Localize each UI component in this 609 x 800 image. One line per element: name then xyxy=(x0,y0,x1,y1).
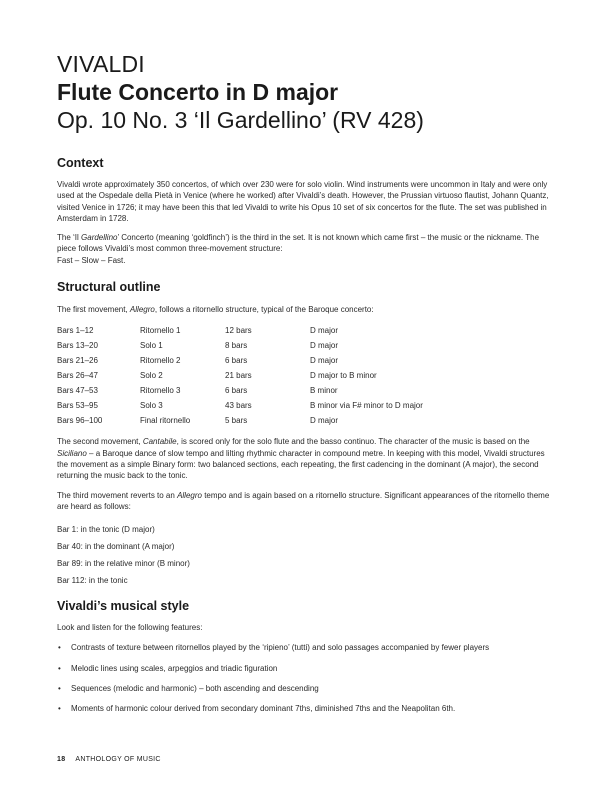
book-title: ANTHOLOGY OF MUSIC xyxy=(75,756,161,763)
page-content xyxy=(57,50,557,724)
list-item: • Moments of harmonic colour derived from secondary dominant 7ths, diminished 7ths and the Neapolitan 6th. xyxy=(58,704,456,714)
ritornello-appearances-list xyxy=(57,521,557,589)
third-movement-paragraph: The third movement reverts to an Allegro tempo and is again based on a ritornello structure. Significant appearances of the ritornello theme are heard as follows: xyxy=(57,490,550,511)
table-row: Bars 53–95 Solo 3 43 bars B minor via F# minor to D major xyxy=(57,401,423,411)
list-item: • Contrasts of texture between ritornellos played by the ‘ripieno’ (tutti) and solo passages accompanied by fewer players xyxy=(58,643,490,653)
list-item: Bar 89: in the relative minor (B minor) xyxy=(57,559,190,569)
structural-outline-heading: Structural outline xyxy=(57,280,161,295)
bullet-icon: • xyxy=(58,684,61,694)
ritornello-table xyxy=(57,323,510,428)
bullet-icon: • xyxy=(58,643,61,653)
table-row: Bars 47–53 Ritornello 3 6 bars B minor xyxy=(57,386,338,396)
table-row: Bars 21–26 Ritornello 2 6 bars D major xyxy=(57,356,339,366)
list-item: • Sequences (melodic and harmonic) – both ascending and descending xyxy=(58,684,319,694)
table-row: Bars 13–20 Solo 1 8 bars D major xyxy=(57,341,339,351)
page-number: 18 xyxy=(57,756,66,763)
table-row: Bars 26–47 Solo 2 21 bars D major to B minor xyxy=(57,371,377,381)
second-movement-paragraph: The second movement, Cantabile, is scored only for the solo flute and the basso continuo. The character of the music is based on the Siciliano – a Baroque dance of slow tempo and lilting rhythmic character in compound metre. In keeping with this model, Vivaldi structures the movement as a simple Binary form: two balanced sections, each repeating, the first cadencing in the dominant (A major), the second returning the music back to the tonic. xyxy=(57,437,545,481)
context-paragraph-2: The ‘Il Gardellino’ Concerto (meaning ‘goldfinch’) is the third in the set. It is not known which came first – the music or the nickname. The piece follows Vivaldi’s most common three-movement structure: Fast – Slow – Fast. xyxy=(57,233,540,265)
bullet-icon: • xyxy=(58,704,61,714)
page-footer xyxy=(57,756,161,763)
work-title: Flute Concerto in D major xyxy=(57,79,339,105)
features-list xyxy=(57,642,557,714)
outline-intro: The first movement, Allegro, follows a ritornello structure, typical of the Baroque concerto: xyxy=(57,305,374,315)
bullet-icon: • xyxy=(58,663,61,673)
list-item: Bar 1: in the tonic (D major) xyxy=(57,525,155,535)
table-row: Bars 96–100 Final ritornello 5 bars D major xyxy=(57,416,339,426)
work-subtitle: Op. 10 No. 3 ‘Il Gardellino’ (RV 428) xyxy=(57,107,424,133)
context-heading: Context xyxy=(57,156,104,170)
musical-style-heading: Vivaldi’s musical style xyxy=(57,599,190,614)
list-item: • Melodic lines using scales, arpeggios and triadic figuration xyxy=(58,663,278,673)
list-item: Bar 112: in the tonic xyxy=(57,576,128,586)
context-paragraph-1: Vivaldi wrote approximately 350 concertos, of which over 230 were for solo violin. Wind instruments were uncommon in Italy and were only used at the Ospedale della Pietà in Venice (where he worked) after Vivaldi’s death. However, the Prussian virtuoso flautist, Johann Quantz, visited Venice in 1726; it may have been this that led Vivaldi to write his Opus 10 set of six concertos for the flute. The set was published in Amsterdam in 1728. xyxy=(57,180,549,223)
table-row: Bars 1–12 Ritornello 1 12 bars D major xyxy=(57,326,339,336)
composer-heading: VIVALDI xyxy=(57,51,145,77)
style-intro: Look and listen for the following features: xyxy=(57,623,203,633)
list-item: Bar 40: in the dominant (A major) xyxy=(57,542,175,552)
